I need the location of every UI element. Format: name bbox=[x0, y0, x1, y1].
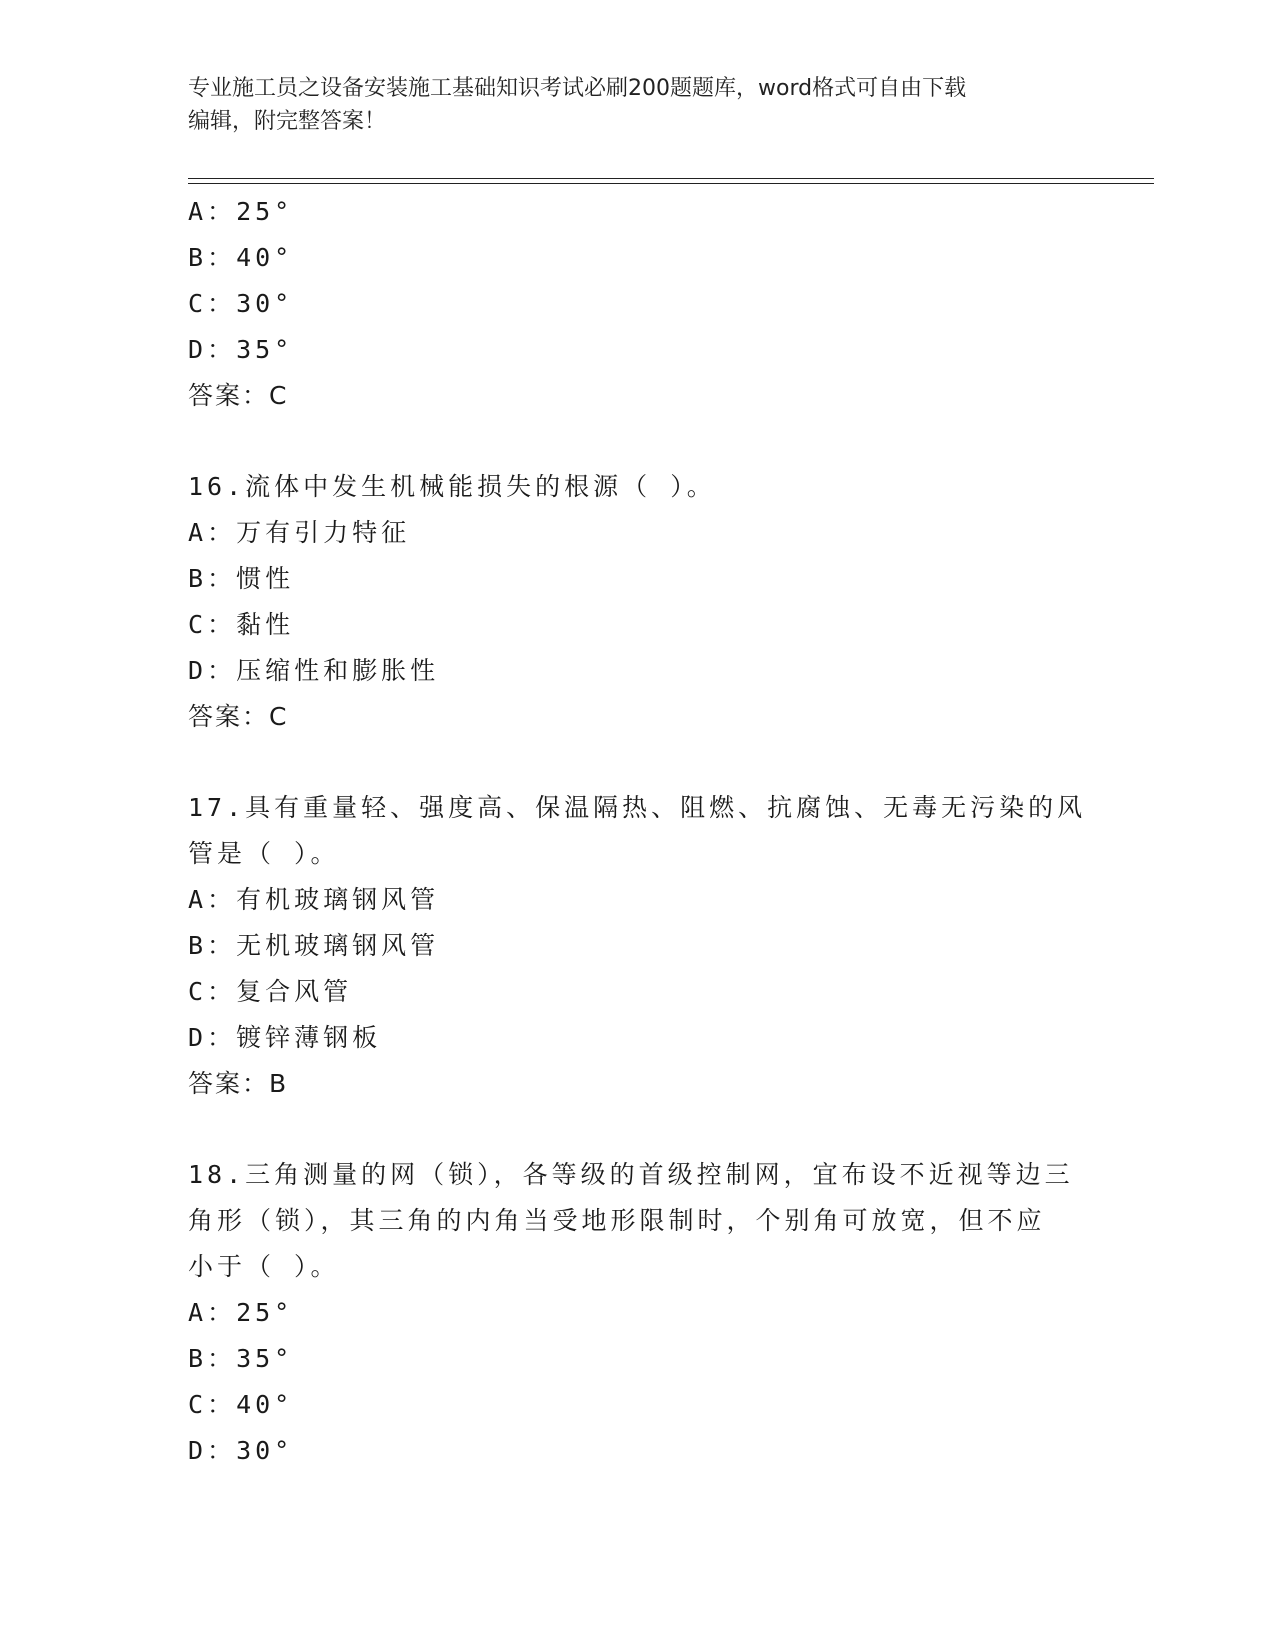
option-a: A：有机玻璃钢风管 bbox=[188, 885, 440, 914]
question-stem-line3: 小于（ ）。 bbox=[188, 1252, 340, 1281]
option-d: D：镀锌薄钢板 bbox=[188, 1023, 382, 1052]
option-c: C：复合风管 bbox=[188, 977, 353, 1006]
option-b: B：35° bbox=[188, 1344, 294, 1373]
document-header bbox=[188, 72, 1088, 138]
option-d: D：35° bbox=[188, 335, 294, 364]
question-16 bbox=[188, 464, 1088, 740]
spacer bbox=[188, 419, 1088, 464]
option-a: A：25° bbox=[188, 1298, 294, 1327]
question-list bbox=[188, 189, 1088, 1474]
option-d: D：30° bbox=[188, 1436, 294, 1465]
answer-line: 答案：C bbox=[188, 702, 289, 731]
spacer bbox=[188, 1107, 1088, 1152]
question-stem-line2: 角形（锁），其三角的内角当受地形限制时，个别角可放宽，但不应 bbox=[188, 1206, 1046, 1235]
question-stem-line1: 17.具有重量轻、强度高、保温隔热、阻燃、抗腐蚀、无毒无污染的风 bbox=[188, 793, 1087, 822]
answer-line: 答案：B bbox=[188, 1069, 289, 1098]
header-title-line2: 编辑，附完整答案！ bbox=[188, 109, 387, 134]
option-b: B：惯性 bbox=[188, 564, 295, 593]
option-d: D：压缩性和膨胀性 bbox=[188, 656, 440, 685]
option-c: C：30° bbox=[188, 289, 294, 318]
option-c: C：40° bbox=[188, 1390, 294, 1419]
header-rule-top bbox=[188, 178, 1154, 179]
header-title-line1: 专业施工员之设备安装施工基础知识考试必刷200题题库，word格式可自由下载 bbox=[188, 76, 967, 101]
question-17 bbox=[188, 785, 1088, 1107]
option-a: A：万有引力特征 bbox=[188, 518, 411, 547]
answer-line: 答案：C bbox=[188, 381, 289, 410]
question-stem-line2: 管是（ ）。 bbox=[188, 839, 340, 868]
option-b: B：无机玻璃钢风管 bbox=[188, 931, 440, 960]
header-rule-bottom bbox=[188, 183, 1154, 184]
option-c: C：黏性 bbox=[188, 610, 295, 639]
option-b: B：40° bbox=[188, 243, 294, 272]
question-15 bbox=[188, 189, 1088, 419]
question-18 bbox=[188, 1152, 1088, 1474]
question-stem: 16.流体中发生机械能损失的根源（ ）。 bbox=[188, 472, 716, 501]
question-stem-line1: 18.三角测量的网（锁），各等级的首级控制网，宜布设不近视等边三 bbox=[188, 1160, 1074, 1189]
option-a: A：25° bbox=[188, 197, 294, 226]
spacer bbox=[188, 740, 1088, 785]
